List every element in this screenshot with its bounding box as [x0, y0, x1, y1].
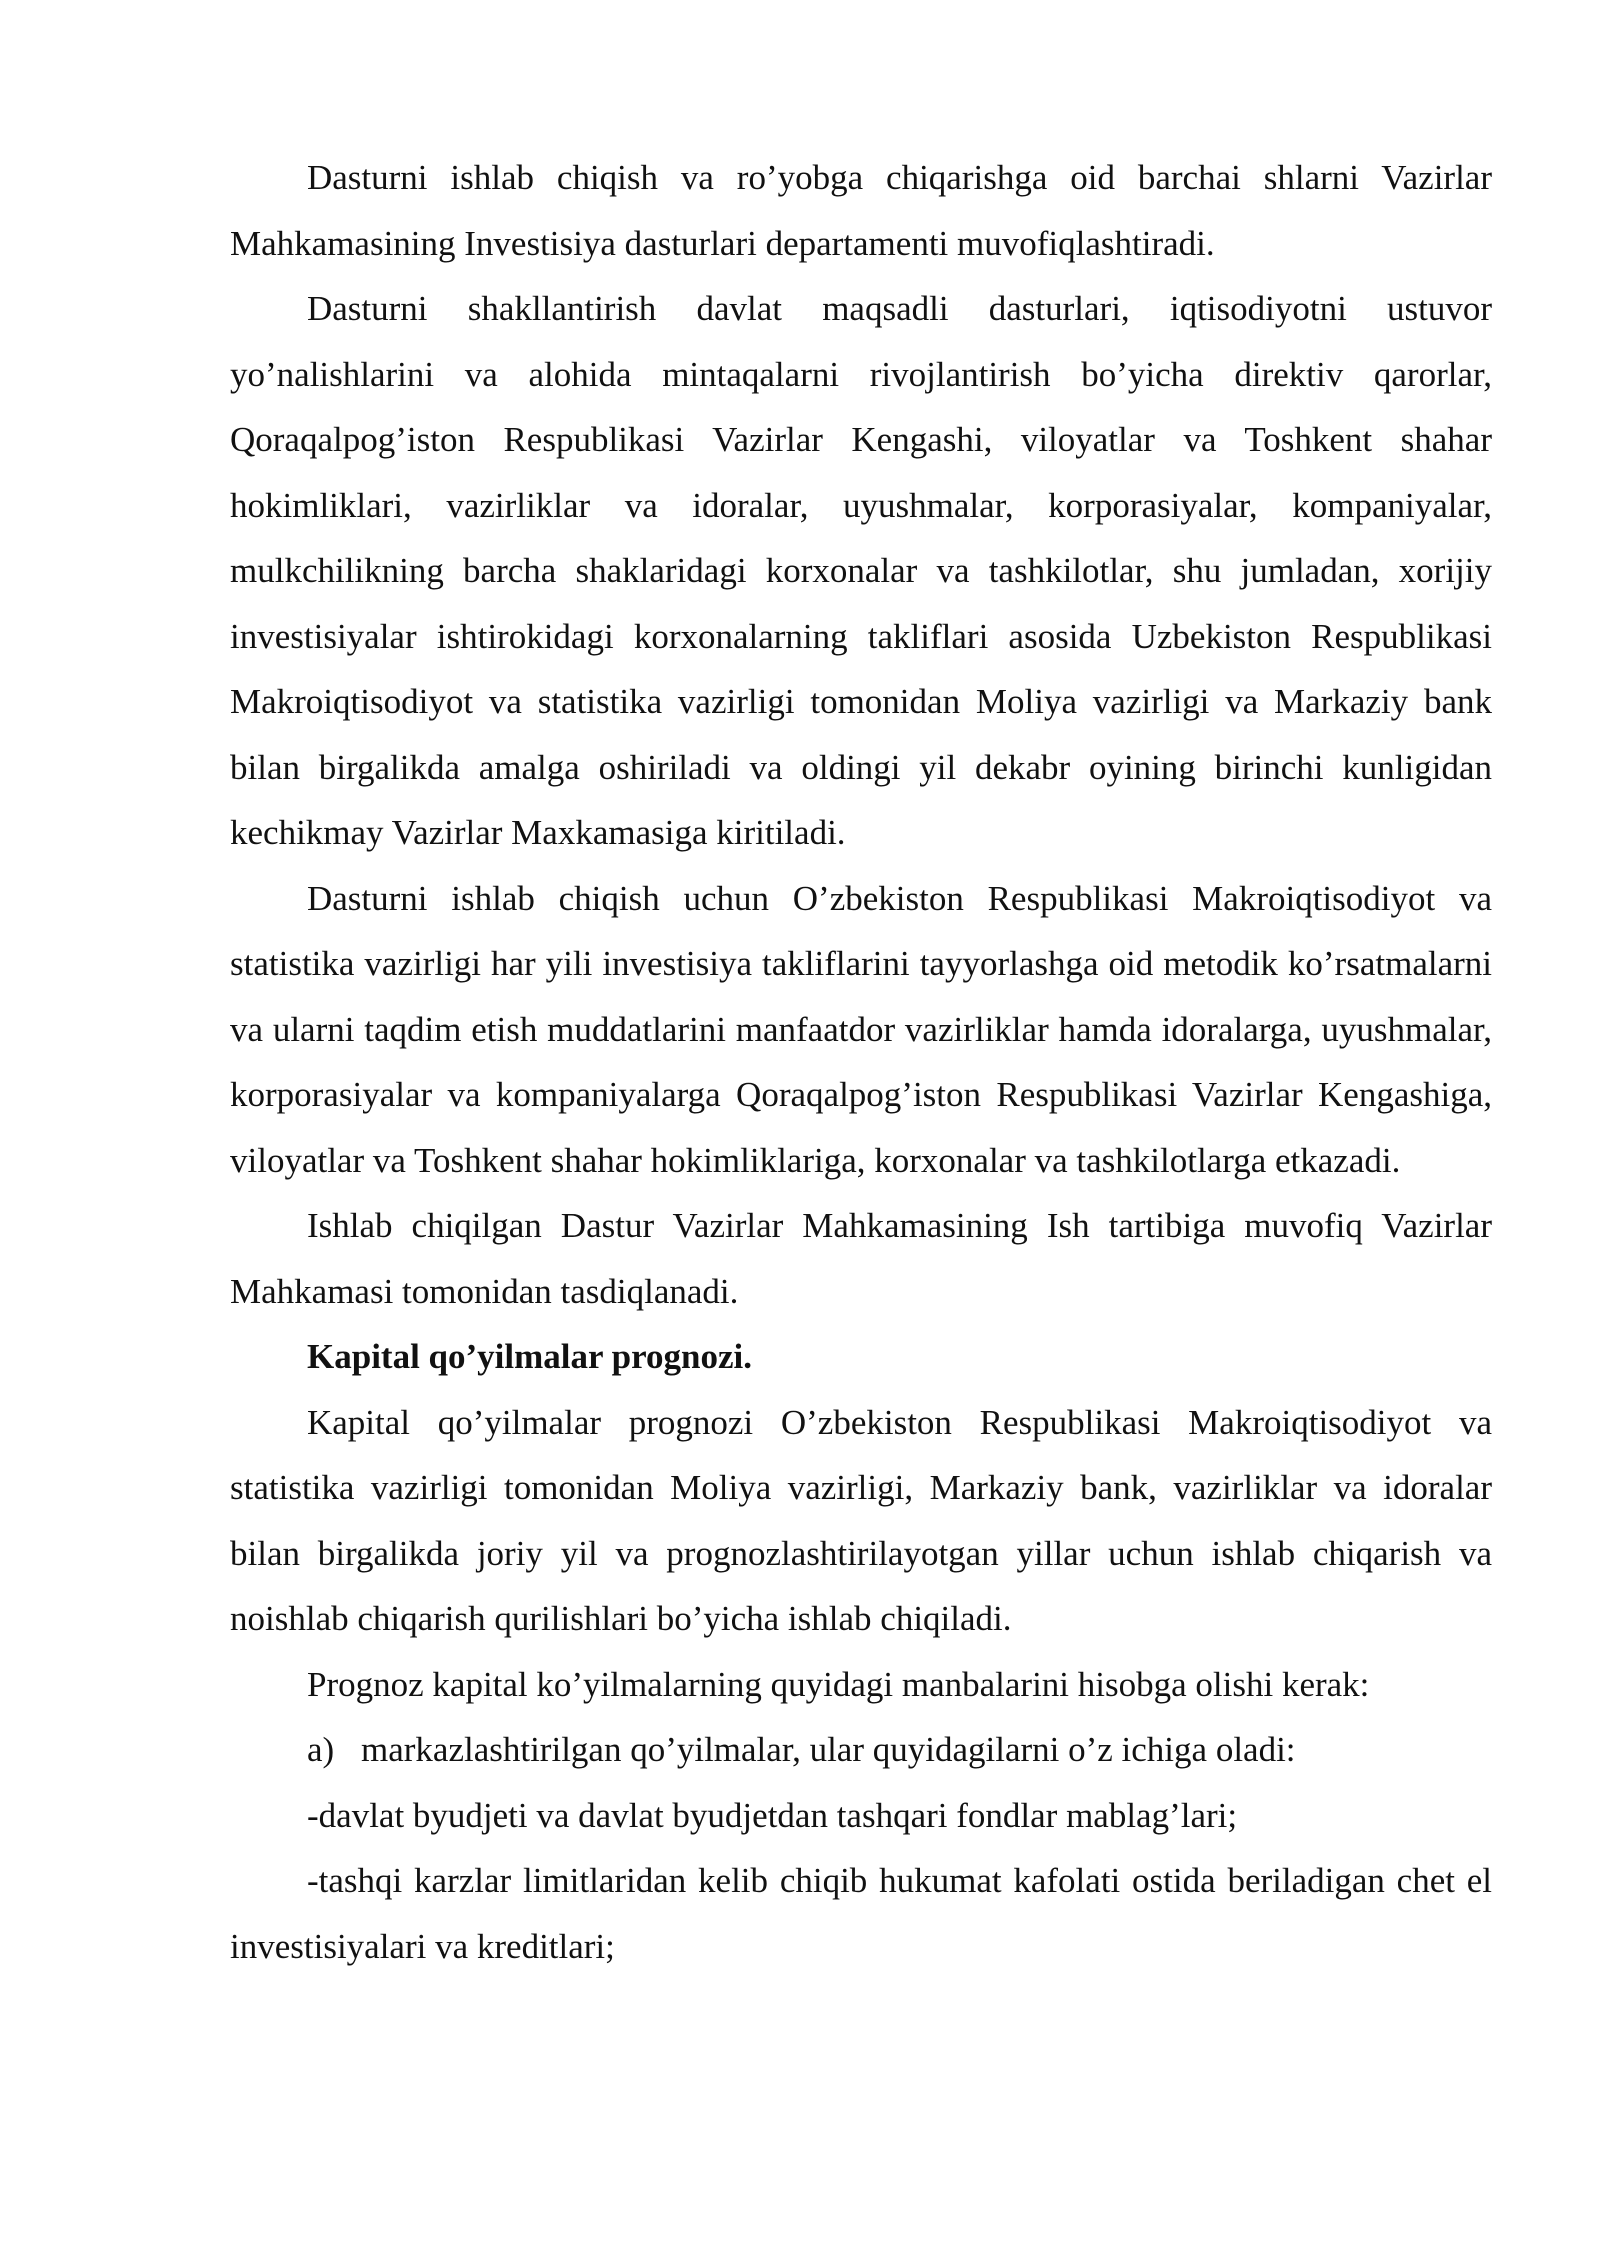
- paragraph: Kapital qo’yilmalar prognozi O’zbekiston Respublikasi Makroiqtisodiyot va statistika vazirligi tomonidan Moliya vazirligi, Markaziy bank, vazirliklar va idoralar bilan birgalikda joriy yil va prognozlashtirilayotgan yillar uchun ishlab chiqarish va noishlab chiqarish qurilishlari bo’yicha ishlab chiqiladi.: [230, 1402, 1492, 1638]
- paragraph: Prognoz kapital ko’yilmalarning quyidagi manbalarini hisobga olishi kerak:: [307, 1664, 1370, 1704]
- paragraph: Dasturni ishlab chiqish uchun O’zbekiston Respublikasi Makroiqtisodiyot va statistika vazirligi har yili investisiya takliflarini tayyorlashga oid metodik ko’rsatmalarni va ularni taqdim etish muddatlarini manfaatdor vazirliklar hamda idoralarga, uyushmalar, korporasiyalar va kompaniyalarga Qoraqalpog’iston Respublikasi Vazirlar Kengashiga, viloyatlar va Toshkent shahar hokimliklariga, korxonalar va tashkilotlarga etkazadi.: [230, 878, 1492, 1180]
- paragraph: -davlat byudjeti va davlat byudjetdan tashqari fondlar mablag’lari;: [307, 1795, 1238, 1835]
- list-item: [230, 1717, 1492, 1783]
- paragraph: Ishlab chiqilgan Dastur Vazirlar Mahkamasining Ish tartibiga muvofiq Vazirlar Mahkamasi tomonidan tasdiqlanadi.: [230, 1206, 1492, 1311]
- paragraph: Dasturni shakllantirish davlat maqsadli dasturlari, iqtisodiyotni ustuvor yo’nalishlarini va alohida mintaqalarni rivojlantirish bo’yicha direktiv qarorlar, Qoraqalpog’iston Respublikasi Vazirlar Kengashi, viloyatlar va Toshkent shahar hokimliklari, vazirliklar va idoralar, uyushmalar, korporasiyalar, kompaniyalar, mulkchilikning barcha shaklaridagi korxonalar va tashkilotlar, shu jumladan, xorijiy investisiyalar ishtirokidagi korxonalarning takliflari asosida Uzbekiston Respublikasi Makroiqtisodiyot va statistika vazirligi tomonidan Moliya vazirligi va Markaziy bank bilan birgalikda amalga oshiriladi va oldingi yil dekabr oyining birinchi kunligidan kechikmay Vazirlar Maxkamasiga kiritiladi.: [230, 289, 1492, 852]
- paragraph: -tashqi karzlar limitlaridan kelib chiqib hukumat kafolati ostida beriladigan chet el investisiyalari va kreditlari;: [230, 1861, 1492, 1966]
- document-page: [230, 145, 1492, 1979]
- list-item-text: markazlashtirilgan qo’yilmalar, ular quyidagilarni o’z ichiga oladi:: [361, 1730, 1296, 1769]
- list-marker: a): [307, 1730, 335, 1769]
- paragraph: Dasturni ishlab chiqish va ro’yobga chiqarishga oid barchai shlarni Vazirlar Mahkamasining Investisiya dasturlari departamenti muvofiqlashtiradi.: [230, 158, 1492, 263]
- section-heading: Kapital qo’yilmalar prognozi.: [307, 1337, 752, 1376]
